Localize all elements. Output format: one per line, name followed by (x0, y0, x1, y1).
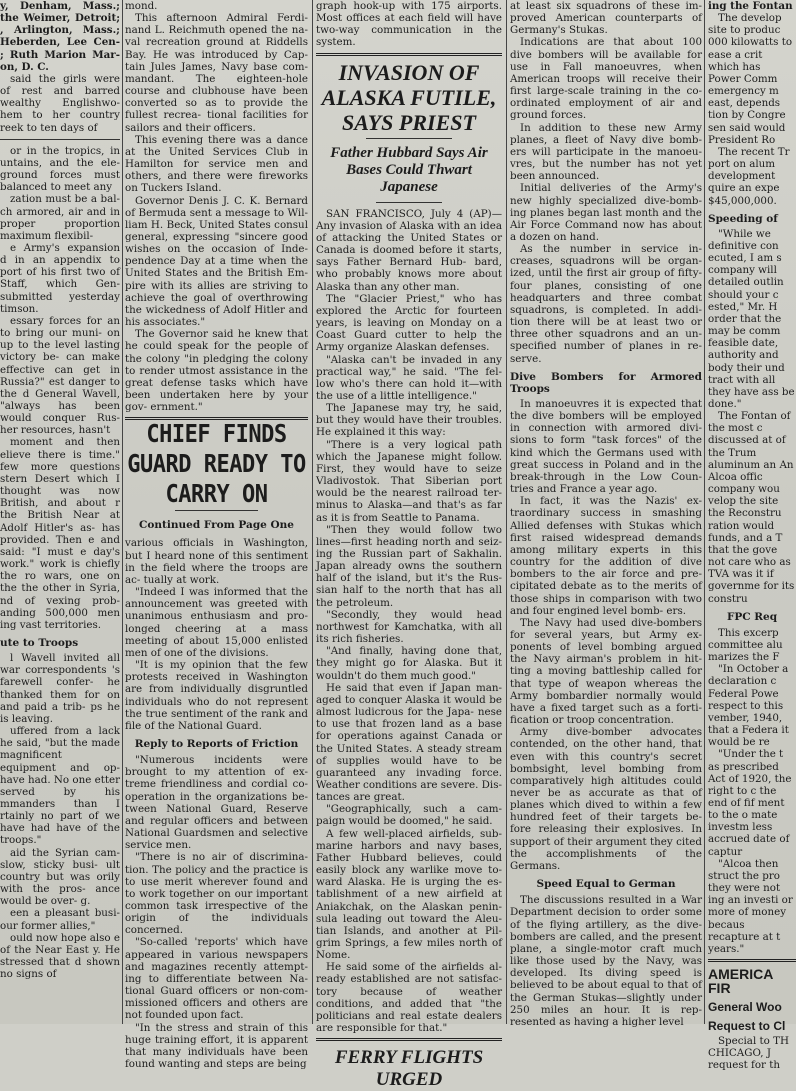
paragraph: SAN FRANCISCO, July 4 (AP)— Any invasion of Alaska with an idea of attacking the United States or Canada is doomed before it starts, says Father Bernard Hub- bard, who probably knows more about Alaska than any other man. (316, 207, 502, 293)
paragraph: The develop site to produc 000 kilowatts to ease a crit which has Power Comm emergency m east, depends tion by Congre sen said would President Ro (708, 12, 793, 146)
paragraph: or in the tropics, in untains, and the ele- ground forces must balanced to meet any (0, 144, 120, 194)
paragraph: "Under the t as prescribed Act of 1920, the right to c the end of fif ment to the o mate investm less accrued date of captur (708, 748, 792, 858)
paragraph: at least six squadrons of these im- proved American counterparts of Germany's Stukas. (510, 0, 702, 37)
paragraph: In addition to these new Army planes, a fleet of Navy dive bomb- ers will participate in the manoeu- vres, but the number has not yet been announced. (510, 121, 702, 183)
deck-alaska: Father Hubbard Says Air Bases Could Thwart Japanese (330, 144, 488, 195)
subheading: Dive Bombers for Armored Troops (510, 370, 702, 395)
divider (376, 202, 442, 203)
column-rule (506, 0, 507, 1024)
paragraph: The recent Tr port on alum development quire an expe $45,000,000. (708, 145, 790, 207)
divider (0, 139, 120, 140)
paragraph: moment and then elieve there is time." few more questions stern Desert which I thought was now British, and about r the British Near at Adolf Hitler's as- has provided. Then e and said: "I must e day's work." work is chiefly the ro wars, one on the the other in Syria, nd of vexing prob- anding 500,000 men ing vast territories. (0, 436, 120, 631)
subheading: FPC Req (726, 610, 778, 623)
paragraph: Initial deliveries of the Army's new highly specialized dive-bomb- ing planes began last month and the Air Force Command now has about a dozen on hand. (510, 182, 702, 243)
paragraph: mond. (125, 0, 158, 12)
column-left-fragment (0, 0, 120, 1024)
paragraph: He said that even if Japan man- aged to conquer Alaska it would be almost ludicrous for the Japa- nese to use that frozen land as a base for operations against Canada or the United States. A steady stream of supplies would have to be guaranteed any invading force. Weather conditions are severe. Dis- tances are great. (316, 681, 502, 804)
headline-alaska: INVASION OF ALASKA FUTILE, SAYS PRIEST (321, 59, 497, 135)
paragraph: uffered from a lack he said, "but the made magnificent equipment and op- have had. No one etter served by his mmanders than I rtainly no part of we have had have of the troops." (0, 725, 120, 847)
paragraph: ing the Fontan (708, 0, 793, 12)
paragraph: "And finally, having done that, they might go for Alaska. But it wouldn't do them much good." (316, 645, 502, 682)
deck-line: Request to Cl (708, 1019, 786, 1034)
paragraph: The Navy had used dive-bombers for several years, but Army ex- ponents of level bombing argued the Navy airman's problem in hit- ting a moving battleship called for that type of weapon whereas the Army bombardier normally would have a fixed target such as a forti- fication or troop concentration. (510, 616, 702, 727)
divider (316, 1038, 502, 1041)
paragraph: Special to TH CHICAGO, J request for th (708, 1035, 789, 1072)
paragraph: "It is my opinion that the few protests received in Washington are from individually disgruntled individuals who do not represent the true sentiment of the rank and file of the National Guard. (125, 659, 308, 732)
paragraph: e Army's expansion d in an appendix to port of his first two of Staff, which Gen- submitted yesterday timson. (0, 241, 120, 315)
paragraph: "Alcoa then struct the pro they were not ing an investi or more of money becaus recapture at t years." (708, 857, 793, 955)
divider (366, 138, 452, 139)
paragraph: A few well-placed airfields, sub- marine harbors and navy bases, Father Hubbard believes, could easily block any warlike move to- ward Alaska. He is urging the es- tablishment of a new airfield at Aniakchak, on the Alaskan penin- sula leading out toward the Aleu- tian Islands, and another at Pil- grim Springs, a few miles north of Nome. (316, 827, 502, 962)
paragraph: graph hook-up with 175 airports. Most offices at each field will have two-way communication in the system. (316, 0, 502, 49)
paragraph: This evening there was a dance at the United Services Club in Hamilton for service men and others, and there were fireworks on Tuckers Island. (125, 133, 308, 195)
divider (708, 959, 796, 962)
headline-guard: CHIEF FINDS GUARD READY TO CARRY ON (127, 420, 306, 510)
headline-ferry: FERRY FLIGHTS URGED (334, 1047, 484, 1091)
paragraph: The Governor said he knew that he could speak for the people of the colony "in pledging the colony to render utmost assistance in the great defense tasks which have been undertaken here by your gov- ernment." (125, 328, 308, 414)
column-dive-bombers (510, 0, 702, 1028)
headline-america-first: AMERICA FIR (708, 966, 773, 997)
paragraph: zation must be a bal- ch armored, air and in proper proportion maximum flexibil- (0, 193, 120, 242)
subheading: Reply to Reports of Friction (134, 737, 299, 750)
paragraph: essary forces for an to bring our muni- on up to the level lasting victory be- can make effective can get in Russia?" est danger to the d General Wavell, "always has been would conquer Rus- her resources, hasn't (0, 314, 120, 437)
column-rule (704, 0, 705, 1024)
column-right-fragment (708, 0, 796, 1072)
paragraph: This afternoon Admiral Ferdi- nand L. Reichmuth opened the na- val recreation ground at Riddells Bay. He was introduced by Cap- tain Jules James, Navy base com- mandant. The eighteen-hole course and clubhouse have been converted so as to provide the fullest recrea- tional facilities for sailors and their officers. (125, 12, 308, 134)
paragraph: He said some of the airfields al- ready established are not satisfac- tory because of weather conditions, and added that "the politicians and real estate dealers are responsible for that." (316, 961, 502, 1035)
paragraph: "In the stress and strain of this huge training effort, it is apparent that many individuals have been found wanting and steps are being (125, 1021, 308, 1071)
paragraph: l Wavell invited all war correspondents 's farewell confer- he thanked them for on and paid a trib- ps he is leaving. (0, 652, 120, 725)
paragraph: "So-called 'reports' which have appeared in various newspapers and magazines recently attempt- ing to differentiate between Na- tional Guard officers or non-com- missioned officers and others are not founded upon fact. (125, 936, 308, 1022)
paragraph: various officials in Washington, but I heard none of this sentiment in the field where the troops are ac- tually at work. (125, 537, 308, 586)
paragraph: "Then they would follow two lines—first heading north and seiz- ing the Russian part of Sakhalin. Japan already owns the southern half of the island, but it's the Rus- sian half to the north that has all the petroleum. (316, 523, 502, 609)
paragraph: "Secondly, they would head northwest for Kamchatka, with all its rich fisheries. (316, 608, 502, 646)
continued-line: Continued From Page One (139, 519, 294, 532)
paragraph: ould now hope also e of the Near East y. He stressed that d shown no signs of (0, 931, 120, 981)
paragraph: In fact, it was the Nazis' ex- traordinary success in smashing Allied defenses with Stukas which first raised widespread demands among military experts in this country for the addition of dive bombers to the air force and pre- cipitated debate as to the merits of those ships in comparison with two and four engined level bomb- ers. (510, 495, 702, 617)
column-alaska-story (316, 0, 502, 1091)
paragraph: Indications are that about 100 dive bombers will be available for use in Fall manoeuvres, when American troops will receive their first large-scale training in the co- ordinated employment of air and ground forces. (510, 36, 702, 122)
paragraph: said the girls were of rest and barred wealthy Englishwo- hem to her country reek to ten days of (0, 72, 120, 134)
subheading: Speed Equal to German (536, 878, 676, 891)
paragraph: "Indeed I was informed that the announcement was greeted with unanimous enthusiasm and pro- longed cheering at a mass meeting of about 15,000 enlisted men of one of the divisions. (125, 586, 308, 659)
divider (316, 53, 502, 56)
paragraph: "Alaska can't be invaded in any practical way," he said. "The fel- low who's there can hold it—with the use of a little intelligence." (316, 353, 502, 402)
paragraph: This excerp committee alu marizes the F (708, 626, 783, 664)
paragraph: The "Glacier Priest," who has explored the Arctic for fourteen years, is leaving on Monday on a Coast Guard cutter to help the Army organize Alaskan defenses. (316, 292, 502, 354)
paragraph: een a pleasant busi- our former allies," (0, 907, 120, 932)
subheading: Speeding of (708, 212, 778, 225)
deck-line: General Woo (708, 1000, 782, 1015)
paragraph: "Geographically, such a cam- paign would be doomed," he said. (316, 803, 502, 828)
column-guard-story (125, 0, 308, 1071)
divider (175, 510, 258, 511)
subheading: ute to Troops (0, 636, 79, 649)
paragraph: "In October a declaration c Federal Powe respect to this vember, 1940, that a Federa it would be re (708, 663, 789, 749)
paragraph: The discussions resulted in a War Department decision to order some of the flying artillery, as the dive-bombers are called, and the present plane, a single-motor craft much like those used by the Navy, was developed. Its diving speed is believed to be about equal to that of the German Stukas—slightly under 250 miles an hour. It is rep- resented as having a higher level (510, 894, 702, 1028)
paragraph: "While we definitive con ecuted, I am s company will detailed outlin should your c ested," Mr. H order that the may be comm feasible date, authority and body their und tract with all they have ass be done." (708, 227, 795, 410)
paragraph: Governor Denis J. C. K. Bernard of Bermuda sent a message to Wil- liam H. Beck, United States consul general, expressing "sincere good wishes on the occasion of Inde- pendence Day at a time when the United States and the British Em- pire with its allies are striving to achieve the goal of overthrowing the wickedness of Adolf Hitler and his associates." (125, 194, 308, 329)
paragraph: As the number in service in- creases, squadrons will be organ- ized, until the first air group of fifty-four planes, consisting of one headquarters and three combat squadrons, is completed. In addi- tion there will be at least two or three other squadrons and an un- specified number of planes in re- serve. (510, 243, 702, 365)
paragraph: Army dive-bomber advocates contended, on the other hand, that even with this country's secret bombsight, level bombing from comparatively high altitudes could never be as accurate as that of planes which dived to within a few hundred feet of their targets be- fore releasing their explosives. In support of their argument they cited the accomplishments of the Germans. (510, 726, 702, 872)
paragraph: y, Denham, Mass.; the Weimer, Detroit; , Arlington, Mass.; Heberden, Lee Cen- ; Ruth Marion Mar- on, D. C. (0, 0, 120, 73)
column-rule (122, 0, 123, 1024)
paragraph: "There is no air of discrimina- tion. The policy and the practice is to use merit wherever found and to work together on our important common task irrespective of the origin of the individuals concerned. (125, 851, 308, 937)
paragraph: aid the Syrian cam- slow, sticky busi- ult country but was orily with the pros- ance would be over- g. (0, 846, 120, 908)
paragraph: The Fontan of the most c discussed at of the Trum aluminum an An Alcoa offic company wou velop the site the Reconstru ration would funds, and a T that the gove not care who as TVA was it if governme for its constru (708, 410, 795, 605)
paragraph: "There is a very logical path which the Japanese might follow. First, they would have to seize Vladivostok. That Siberian port would be the nearest railroad ter- minus to Alaska—and that's as far as it is from Seattle to Panama. (316, 438, 502, 524)
paragraph: The Japanese may try, he said, but they would have their troubles. He explained it this way: (316, 402, 502, 439)
paragraph: "Numerous incidents were brought to my attention of ex- treme friendliness and cordial co- operation in the organizations be- tween National Guard, Reserve and regular officers and between National Guardsmen and selective service men. (125, 754, 308, 852)
paragraph: In manoeuvres it is expected that the dive bombers will be employed in connection with armored divi- sions to form "task forces" of the kind which the Germans used with great success in Poland and in the break-through in the Low Coun- tries and France a year ago. (510, 398, 702, 496)
column-rule (312, 0, 313, 1024)
